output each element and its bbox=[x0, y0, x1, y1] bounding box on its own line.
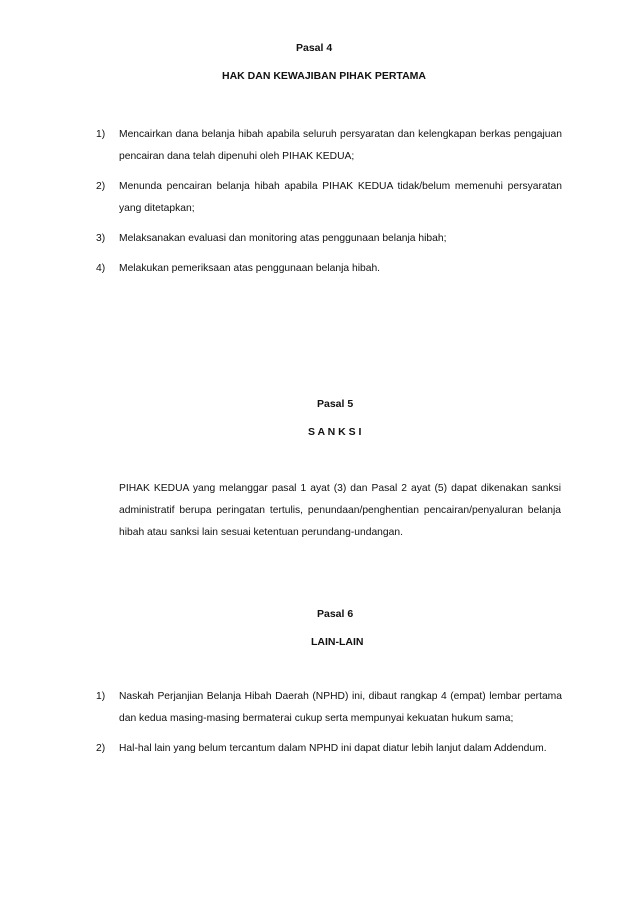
list-item bbox=[96, 124, 562, 168]
list-item-number: 2) bbox=[96, 743, 106, 754]
pasal-4-list bbox=[96, 124, 562, 280]
document-page: Pasal 4 HAK DAN KEWAJIBAN PIHAK PERTAMA 1) Mencairkan dana belanja hibah apabila seluruh persyaratan dan kelengkapan berkas pengajuan pencairan dana telah dipenuhi oleh PIHAK KEDUA; 2) Menunda pencairan belanja hibah apabila PIHAK KEDUA tidak/belum memenuhi persyaratan yang ditetapkan; 3) Melaksanakan evaluasi dan monitoring atas penggunaan belanja hibah; 4) Melakukan pemeriksaan atas penggunaan belanja hibah. Pasal 5 S A N K S I PIHAK KEDUA yang melanggar pasal 1 ayat (3) dan Pasal 2 ayat (5) dapat dikenakan sanksi administratif berupa peringatan tertulis, penundaan/penghentian pencairan/penyaluran belanja hibah atau sanksi lain sesuai ketentuan perundang-undangan. Pasal 6 LAIN-LAIN 1) Naskah Perjanjian Belanja Hibah Daerah (NPHD) ini, dibaut rangkap 4 (empat) lembar pertama dan kedua masing-masing bermaterai cukup serta mempunyai kekuatan hukum sama; 2) Hal-hal lain yang belum tercantum dalam NPHD ini dapat diatur lebih lanjut dalam Addendum. bbox=[0, 0, 638, 903]
list-item-number: 1) bbox=[96, 129, 106, 140]
list-item-text: Hal-hal lain yang belum tercantum dalam NPHD ini dapat diatur lebih lanjut dalam Addendum. bbox=[119, 743, 547, 754]
pasal-5-paragraph: PIHAK KEDUA yang melanggar pasal 1 ayat (3) dan Pasal 2 ayat (5) dapat dikenakan sanksi administratif berupa peringatan tertulis, penundaan/penghentian pencairan/penyaluran belanja hibah atau sanksi lain sesuai ketentuan perundang-undangan. bbox=[119, 483, 561, 538]
list-item-text: Menunda pencairan belanja hibah apabila PIHAK KEDUA tidak/belum memenuhi persyaratan yang ditetapkan; bbox=[119, 181, 562, 214]
list-item-text: Mencairkan dana belanja hibah apabila seluruh persyaratan dan kelengkapan berkas pengajuan pencairan dana telah dipenuhi oleh PIHAK KEDUA; bbox=[119, 129, 562, 162]
list-item bbox=[96, 176, 562, 220]
list-item-number: 4) bbox=[96, 263, 106, 274]
list-item-number: 3) bbox=[96, 233, 106, 244]
list-item bbox=[96, 228, 562, 250]
list-item bbox=[96, 738, 562, 760]
list-item bbox=[96, 258, 562, 280]
pasal-6-list bbox=[96, 686, 562, 760]
list-item-text: Naskah Perjanjian Belanja Hibah Daerah (NPHD) ini, dibaut rangkap 4 (empat) lembar pertama dan kedua masing-masing bermaterai cukup serta mempunyai kekuatan hukum sama; bbox=[119, 691, 562, 724]
list-item bbox=[96, 686, 562, 730]
list-item-text: Melakukan pemeriksaan atas penggunaan belanja hibah. bbox=[119, 263, 381, 274]
list-item-number: 1) bbox=[96, 691, 106, 702]
list-item-text: Melaksanakan evaluasi dan monitoring atas penggunaan belanja hibah; bbox=[119, 233, 447, 244]
list-item-number: 2) bbox=[96, 181, 106, 192]
